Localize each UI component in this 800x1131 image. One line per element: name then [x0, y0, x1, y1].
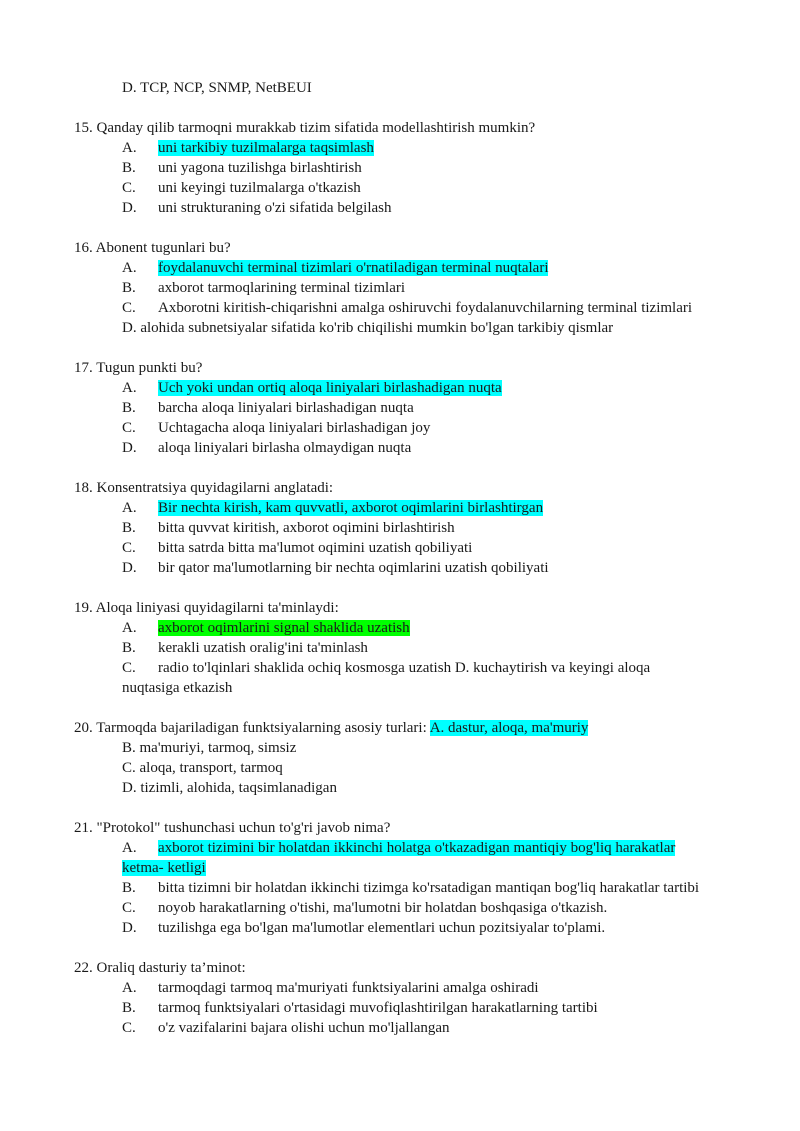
option-text: noyob harakatlarning o'tishi, ma'lumotni bir holatdan boshqasiga o'tkazish. [158, 900, 608, 916]
option-text: tarmoq funktsiyalari o'rtasidagi muvofiqlashtirilgan harakatlarning tartibi [158, 1000, 598, 1016]
question-19: 19. Aloqa liniyasi quyidagilarni ta'minlaydi: [74, 600, 339, 616]
question-text: 20. Tarmoqda bajariladigan funktsiyalarning asosiy turlari: [74, 720, 427, 736]
option-marker: A. [122, 840, 137, 856]
q14-option-d [122, 78, 312, 98]
question-17: 17. Tugun punkti bu? [74, 360, 203, 376]
option-marker: C. [122, 900, 136, 916]
q16-option-a [122, 258, 548, 278]
option-text: bitta satrda bitta ma'lumot oqimini uzatish qobiliyati [158, 540, 473, 556]
option-text: ma'muriyi, tarmoq, simsiz [139, 740, 297, 756]
q22-option-c [122, 1018, 450, 1038]
option-text: tuzilishga ega bo'lgan ma'lumotlar elementlari uchun pozitsiyalar to'plami. [158, 920, 606, 936]
option-marker: D. [122, 440, 137, 456]
option-text: uni keyingi tuzilmalarga o'tkazish [158, 180, 361, 196]
option-marker: C. [122, 660, 136, 676]
option-marker: D. [122, 200, 137, 216]
highlighted-answer: axborot oqimlarini signal shaklida uzatish [158, 620, 410, 636]
q18-option-d [122, 558, 549, 578]
q18-option-a [122, 498, 543, 518]
option-marker: A. [122, 980, 137, 996]
option-text: kerakli uzatish oralig'ini ta'minlash [158, 640, 368, 656]
question-22: 22. Oraliq dasturiy ta’minot: [74, 960, 246, 976]
option-marker: C. [122, 420, 136, 436]
option-marker: B. [122, 740, 136, 756]
q19-option-c [122, 658, 650, 678]
q19-option-a [122, 618, 410, 638]
option-marker: D. [122, 920, 137, 936]
q17-option-d [122, 438, 411, 458]
q16-option-c [122, 298, 692, 318]
option-marker: D. [122, 560, 137, 576]
option-text: radio to'lqinlari shaklida ochiq kosmosga uzatish D. kuchaytirish va keyingi aloqa [158, 660, 651, 676]
option-text: Axborotni kiritish-chiqarishni amalga oshiruvchi foydalanuvchilarning terminal tizimlari [158, 300, 693, 316]
q18-option-c [122, 538, 472, 558]
option-marker: A. [122, 380, 137, 396]
highlighted-answer: ketma- ketligi [122, 860, 206, 876]
q22-option-a [122, 978, 539, 998]
option-text: uni yagona tuzilishga birlashtirish [158, 160, 362, 176]
q19-option-c-wrap: nuqtasiga etkazish [122, 680, 233, 696]
q16-option-d: D. alohida subnetsiyalar sifatida ko'rib chiqilishi mumkin bo'lgan tarkibiy qismlar [122, 320, 614, 336]
highlighted-answer: Bir nechta kirish, kam quvvatli, axborot oqimlarini birlashtirgan [158, 500, 544, 516]
option-text: axborot tarmoqlarining terminal tizimlari [158, 280, 406, 296]
option-marker: B. [122, 280, 136, 296]
option-marker: B. [122, 1000, 136, 1016]
option-marker: C. [122, 180, 136, 196]
q17-option-a [122, 378, 502, 398]
q20-option-c [122, 758, 283, 778]
option-text: uni strukturaning o'zi sifatida belgilash [158, 200, 392, 216]
option-marker: C. [122, 300, 136, 316]
option-text: TCP, NCP, SNMP, NetBEUI [140, 80, 312, 96]
q15-option-a [122, 138, 374, 158]
question-21: 21. "Protokol" tushunchasi uchun to'g'ri javob nima? [74, 820, 391, 836]
option-marker: B. [122, 160, 136, 176]
q20-option-b [122, 738, 296, 758]
q21-option-a [122, 838, 675, 858]
highlighted-answer: uni tarkibiy tuzilmalarga taqsimlash [158, 140, 374, 156]
option-marker: D. [122, 80, 137, 96]
option-text: Uchtagacha aloqa liniyalari birlashadigan joy [158, 420, 431, 436]
option-text: aloqa, transport, tarmoq [139, 760, 283, 776]
option-text: aloqa liniyalari birlasha olmaydigan nuqta [158, 440, 412, 456]
option-marker: C. [122, 540, 136, 556]
q21-option-b [122, 878, 699, 898]
option-text: bir qator ma'lumotlarning bir nechta oqimlarini uzatish qobiliyati [158, 560, 549, 576]
q15-option-d [122, 198, 392, 218]
option-marker: B. [122, 520, 136, 536]
question-16: 16. Abonent tugunlari bu? [74, 240, 231, 256]
option-marker: A. [122, 500, 137, 516]
option-marker: C. [122, 760, 136, 776]
q17-option-b [122, 398, 414, 418]
option-marker: B. [122, 400, 136, 416]
option-text: tizimli, alohida, taqsimlanadigan [140, 780, 337, 796]
highlighted-answer: Uch yoki undan ortiq aloqa liniyalari birlashadigan nuqta [158, 380, 502, 396]
q21-option-c [122, 898, 607, 918]
question-20 [74, 718, 588, 738]
option-marker: A. [122, 260, 137, 276]
option-text: bitta quvvat kiritish, axborot oqimini birlashtirish [158, 520, 455, 536]
question-18: 18. Konsentratsiya quyidagilarni anglatadi: [74, 480, 334, 496]
q15-option-b [122, 158, 362, 178]
q19-option-b [122, 638, 368, 658]
q17-option-c [122, 418, 430, 438]
option-marker: A. [122, 140, 137, 156]
question-15: 15. Qanday qilib tarmoqni murakkab tizim sifatida modellashtirish mumkin? [74, 120, 536, 136]
q16-option-b [122, 278, 405, 298]
option-text: tarmoqdagi tarmoq ma'muriyati funktsiyalarini amalga oshiradi [158, 980, 539, 996]
option-marker: C. [122, 1020, 136, 1036]
q21-option-a-wrap [122, 858, 206, 878]
option-marker: B. [122, 880, 136, 896]
q20-option-d [122, 778, 337, 798]
highlighted-answer: foydalanuvchi terminal tizimlari o'rnatiladigan terminal nuqtalari [158, 260, 549, 276]
q18-option-b [122, 518, 455, 538]
q21-option-d [122, 918, 605, 938]
option-text: bitta tizimni bir holatdan ikkinchi tizimga ko'rsatadigan mantiqan bog'liq harakatlar tartibi [158, 880, 700, 896]
option-text: o'z vazifalarini bajara olishi uchun mo'ljallangan [158, 1020, 450, 1036]
option-marker: D. [122, 780, 137, 796]
highlighted-answer: axborot tizimini bir holatdan ikkinchi holatga o'tkazadigan mantiqiy bog'liq harakatlar [158, 840, 676, 856]
option-marker: B. [122, 640, 136, 656]
option-marker: A. [122, 620, 137, 636]
q22-option-b [122, 998, 598, 1018]
option-text: barcha aloqa liniyalari birlashadigan nuqta [158, 400, 414, 416]
highlighted-answer: A. dastur, aloqa, ma'muriy [429, 720, 589, 736]
q15-option-c [122, 178, 361, 198]
